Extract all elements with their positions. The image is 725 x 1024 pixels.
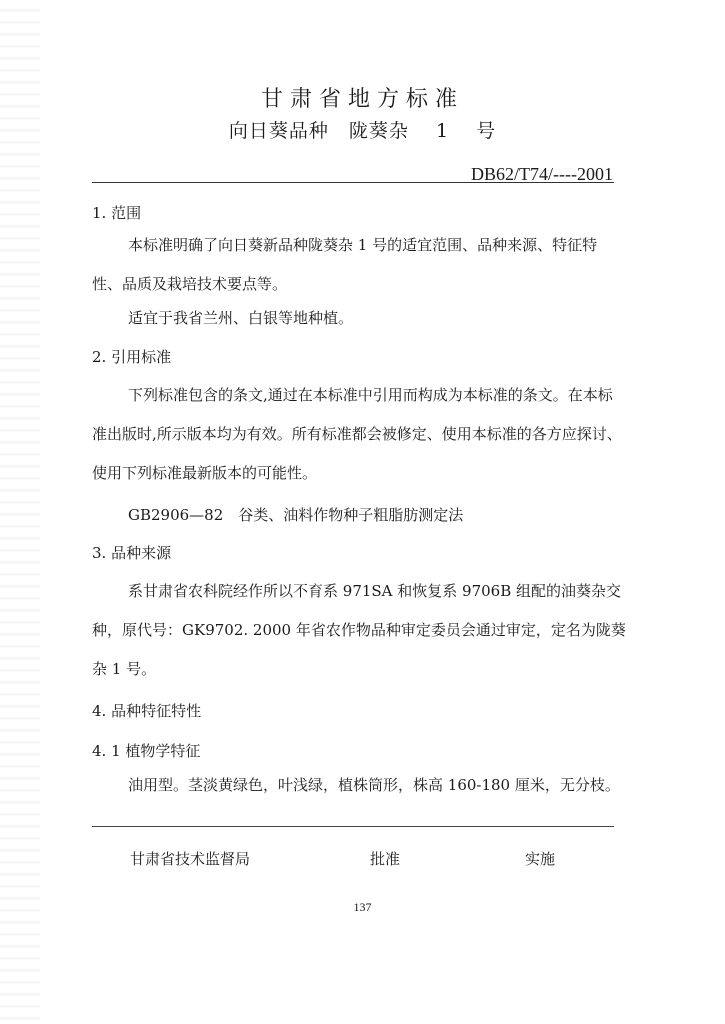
footer-approve: 批准: [370, 850, 401, 868]
section-1-paragraph-2: 适宜于我省兰州、白银等地种植。: [128, 309, 354, 327]
page-number: 137: [353, 900, 372, 914]
section-1-heading: 1. 范围: [92, 204, 142, 222]
section-3-paragraph-1: 系甘肃省农科院经作所以不育系 971SA 和恢复系 9706B 组配的油葵杂交种，原代号：GK9702. 2000 年省农作物品种审定委员会通过审定，定名为陇葵杂 1 号。: [92, 582, 626, 678]
standard-number: DB62/T74/----2001: [471, 164, 613, 184]
section-4-heading: 4. 品种特征特性: [92, 702, 202, 720]
section-3-heading: 3. 品种来源: [92, 544, 172, 562]
org-title: 甘肃省地方标准: [260, 87, 464, 112]
section-2-paragraph-1: 下列标准包含的条文,通过在本标准中引用而构成为本标准的条文。在本标准出版时,所示版本均为有效。所有标准都会被修定、使用本标准的各方应探讨、使用下列标准最新版本的可能性。: [92, 386, 622, 482]
section-1-paragraph-1: 本标准明确了向日葵新品种陇葵杂 1 号的适宜范围、品种来源、特征特性、品质及栽培技术要点等。: [92, 236, 598, 293]
section-2-reference: GB2906—82 谷类、油料作物种子粗脂肪测定法: [128, 506, 464, 524]
section-4-1-paragraph: 油用型。茎淡黄绿色，叶浅绿，植株筒形，株高 160-180 厘米，无分枝。: [128, 776, 620, 794]
footer-divider: [92, 826, 614, 827]
footer-implement: 实施: [525, 850, 556, 868]
section-2-heading: 2. 引用标准: [92, 348, 172, 366]
scan-edge-artifact: [0, 0, 40, 1024]
header-divider: [92, 182, 614, 183]
document-title: 向日葵品种 陇葵杂 1 号: [228, 120, 497, 142]
section-4-1-heading: 4. 1 植物学特征: [92, 742, 201, 760]
footer-issuer: 甘肃省技术监督局: [130, 850, 251, 868]
